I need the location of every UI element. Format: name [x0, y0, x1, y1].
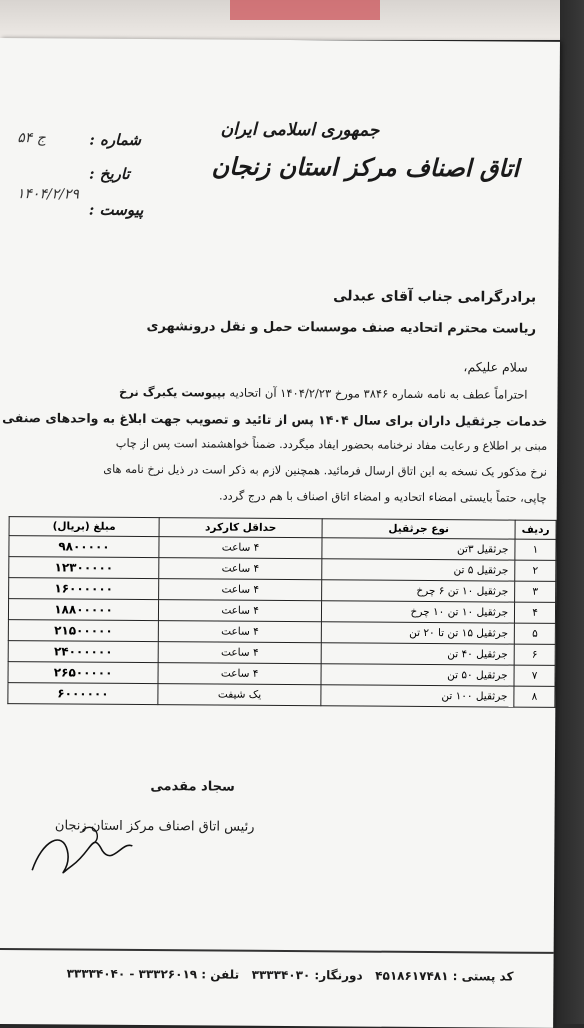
footer-fax: دورنگار: ۳۳۳۳۴۰۳۰ — [251, 967, 363, 983]
cell-min-hours: ۴ ساعت — [158, 642, 321, 664]
footer-postal: کد پستی : ۴۵۱۸۶۱۷۴۸۱ — [375, 968, 514, 984]
cell-min-hours: ۴ ساعت — [158, 621, 321, 643]
cell-price: ۱۶۰۰۰۰۰۰ — [9, 578, 159, 600]
body-line-3: مبنی بر اطلاع و رعایت مفاد نرخنامه بحضور ایفاد میگردد. ضمناً خواهشمند است پس از چاپ — [115, 436, 548, 453]
cell-price: ۲۱۵۰۰۰۰۰ — [8, 620, 158, 642]
cell-row-number: ۵ — [514, 623, 555, 644]
cell-crane-type: جرثقیل ۱۰۰ تن — [321, 685, 514, 707]
date-label: تاریخ : — [88, 164, 130, 183]
cell-min-hours: ۴ ساعت — [159, 600, 322, 622]
table-row — [8, 683, 555, 708]
cell-price: ۱۸۸۰۰۰۰۰ — [8, 599, 158, 621]
cell-row-number: ۳ — [515, 581, 556, 602]
cell-crane-type: جرثقیل ۵۰ تن — [321, 664, 514, 686]
signatory-title: رئیس اتاق اصناف مرکز استان زنجان — [54, 818, 255, 835]
cell-row-number: ۷ — [514, 665, 555, 686]
number-label: شماره : — [89, 130, 142, 149]
footer-phone: تلفن : ۳۳۳۲۶۰۱۹ - ۳۳۳۳۴۰۴۰ — [66, 966, 240, 982]
header-row-number: ردیف — [515, 520, 556, 539]
cell-crane-type: جرثقیل ۴۰ تن — [321, 643, 514, 665]
footer-contact — [67, 966, 514, 983]
cell-crane-type: جرثقیل ۵ تن — [322, 559, 515, 581]
cell-row-number: ۶ — [514, 644, 555, 665]
cell-crane-type: جرثقیل ۱۵ تن تا ۲۰ تن — [321, 622, 514, 644]
cell-price: ۶۰۰۰۰۰۰ — [8, 683, 158, 705]
body-line-1-text: احتراماً عطف به نامه شماره ۳۸۴۶ مورخ ۱۴۰۴/۲/۲۳ آن اتحادیه — [229, 385, 528, 402]
footer-divider — [0, 948, 554, 954]
attachment-label: پیوست : — [88, 200, 144, 220]
price-table — [7, 516, 556, 708]
cell-price: ۹۸۰۰۰۰۰ — [9, 536, 159, 558]
signatory-name: سجاد مقدمی — [150, 779, 235, 795]
cell-row-number: ۸ — [514, 686, 555, 707]
cell-price: ۲۴۰۰۰۰۰۰ — [8, 641, 158, 663]
header-price: مبلغ (بریال) — [9, 517, 159, 537]
recipient-title: ریاست محترم اتحادیه صنف موسسات حمل و نقل درونشهری — [146, 319, 537, 337]
body-line-5: چاپی، حتماً بایستی امضاء اتحادیه و امضاء اتاق اصناف با هم درج گردد. — [218, 489, 547, 505]
body-line-1 — [119, 385, 528, 402]
desk-background-top — [0, 0, 584, 40]
body-line-1-bold: بپیوست یکبرگ نرخ — [118, 384, 226, 400]
desk-background-right — [560, 0, 584, 1024]
cell-row-number: ۴ — [515, 602, 556, 623]
cell-price: ۱۲۳۰۰۰۰۰ — [9, 557, 159, 579]
cell-min-hours: ۴ ساعت — [159, 579, 322, 601]
cell-min-hours: ۴ ساعت — [158, 663, 321, 685]
cell-crane-type: جرثقیل ۱۰ تن ۱۰ چرخ — [322, 601, 515, 623]
cell-min-hours: یک شیفت — [158, 684, 321, 706]
cell-price: ۲۶۵۰۰۰۰۰ — [8, 662, 158, 684]
header-crane-type: نوع جرثقیل — [322, 519, 515, 539]
cell-crane-type: جرثقیل ۱۰ تن ۶ چرخ — [322, 580, 515, 602]
body-line-2: خدمات جرثقیل داران برای سال ۱۴۰۴ پس از تائید و تصویب جهت ابلاغ به واحدهای صنفی — [2, 410, 548, 429]
header-republic: جمهوری اسلامی ایران — [220, 119, 380, 141]
red-folder-edge — [230, 0, 380, 20]
cell-row-number: ۱ — [515, 539, 556, 560]
cell-crane-type: جرثقیل ۳تن — [322, 538, 515, 560]
cell-min-hours: ۴ ساعت — [159, 537, 322, 559]
cell-row-number: ۲ — [515, 560, 556, 581]
header-min-hours: حداقل کارکرد — [159, 518, 322, 538]
header-chamber-name: اتاق اصناف مرکز استان زنجان — [211, 151, 520, 183]
body-line-4: نرخ مذکور یک نسخه به این اتاق ارسال فرمائید. همچنین لازم به ذکر است در ذیل نرخ نامه های — [103, 462, 548, 479]
greeting: سلام علیکم، — [463, 359, 528, 375]
cell-min-hours: ۴ ساعت — [159, 558, 322, 580]
letter-page — [0, 38, 560, 1028]
date-value: ۱۴۰۴/۲/۲۹ — [16, 186, 80, 203]
number-value: ۵۴ ج — [17, 130, 46, 147]
recipient-name: برادرگرامی جناب آقای عبدلی — [333, 288, 537, 306]
